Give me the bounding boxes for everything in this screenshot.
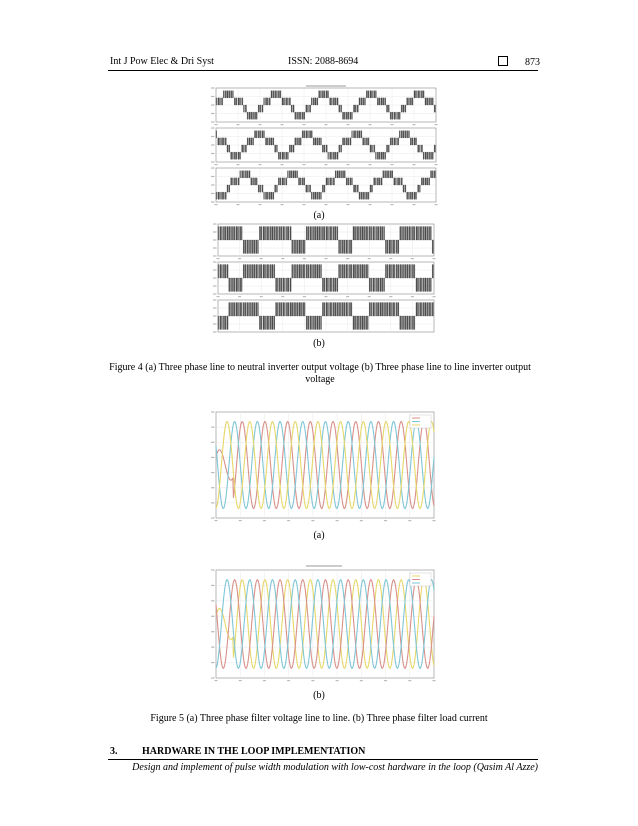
plot-legend [410,415,431,428]
figure-4a-label: (a) [313,210,325,221]
section-number: 3. [110,746,118,757]
running-footer: Design and implement of pulse width modulation with low-cost hardware in the loop (Qasim Al Azze) [132,762,538,773]
plot-legend [410,573,431,586]
figure-5a-image [206,408,438,526]
section-title: HARDWARE IN THE LOOP IMPLEMENTATION [142,746,366,757]
page-number-group [498,56,540,68]
box-icon [498,56,508,66]
figure-5b-label: (b) [313,690,325,701]
page-number: 873 [525,57,540,68]
figure-4-caption-line-1: Figure 4 (a) Three phase line to neutral inverter output voltage (b) Three phase line to line inverter output [109,362,531,373]
figure-5b-image [206,564,438,686]
figure-4-caption-line-2: voltage [305,374,335,385]
section-heading [110,746,365,757]
header-rule [108,70,538,71]
figure-5a-label: (a) [313,530,325,541]
footer-rule [108,759,538,760]
figure-4-caption [100,362,540,386]
journal-name: Int J Pow Elec & Dri Syst [110,56,214,67]
figure-5-caption: Figure 5 (a) Three phase filter voltage line to line. (b) Three phase filter load current [150,713,488,724]
figure-4a-image [206,84,442,208]
figure-4b-label: (b) [313,338,325,349]
figure-4b-image [206,222,442,334]
issn: ISSN: 2088-8694 [288,56,359,67]
